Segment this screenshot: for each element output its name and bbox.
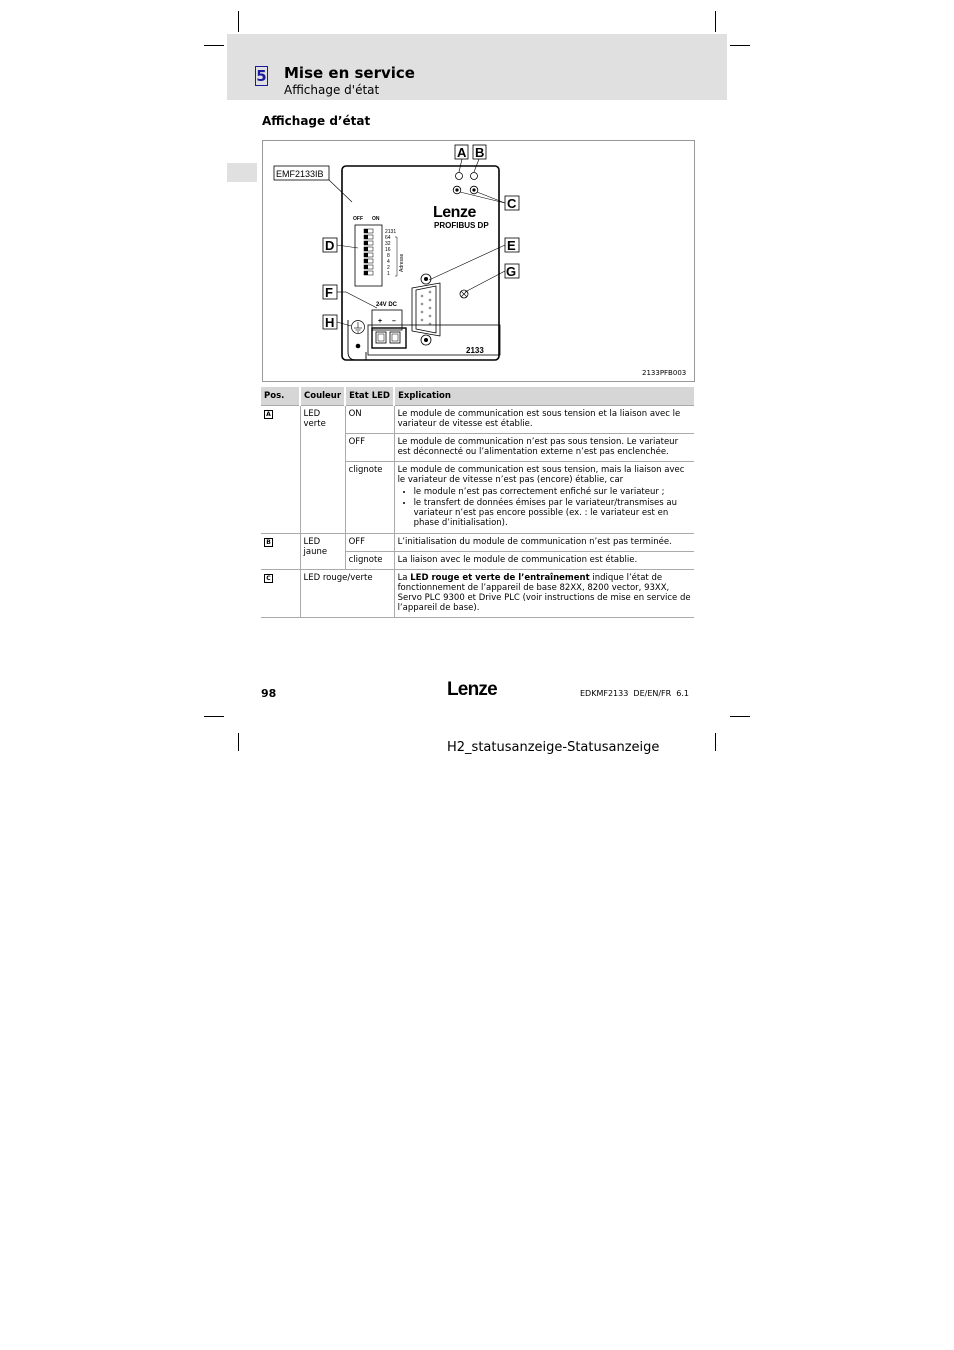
- page-number: 98: [261, 687, 277, 700]
- color-cell: LED rouge/verte: [300, 570, 394, 618]
- position-marker-c: C: [264, 574, 273, 583]
- crop-mark: [238, 733, 239, 751]
- state-cell: clignote: [345, 462, 394, 534]
- device-brand-logo: Lenze: [433, 204, 476, 221]
- crop-mark: [204, 45, 224, 46]
- explanation-cell: La LED rouge et verte de l’entraînement indique l’état de fonctionnement de l’appareil de base 82XX, 8200 vector, 93XX, Servo PLC 9300 et Drive PLC (voir instructions de mise en service de l’appareil de base).: [394, 570, 694, 618]
- dip-caption: Adresse: [399, 253, 405, 272]
- callout-c: C: [507, 196, 517, 211]
- state-cell: OFF: [345, 534, 394, 552]
- power-plus: +: [378, 318, 383, 325]
- device-diagram: [262, 140, 694, 382]
- list-item: • le module n’est pas correctement enfiché sur le variateur ;: [414, 487, 691, 497]
- crop-mark: [730, 716, 750, 717]
- explanation-cell: La liaison avec le module de communication est établie.: [394, 552, 694, 570]
- position-marker-a: A: [264, 410, 273, 419]
- callout-b: B: [475, 145, 485, 160]
- callout-h: H: [325, 315, 335, 330]
- explanation-cell: L’initialisation du module de communication n’est pas terminée.: [394, 534, 694, 552]
- crop-mark: [715, 11, 716, 32]
- figure-code: 2133PFB003: [642, 369, 687, 377]
- crop-mark: [730, 45, 750, 46]
- explanation-cell: Le module de communication n’est pas sous tension. Le variateur est déconnecté ou l’alimentation externe n’est pas enclenchée.: [394, 434, 694, 462]
- col-header-explication: Explication: [394, 387, 694, 406]
- position-marker-b: B: [264, 538, 273, 547]
- dip-value: 2: [387, 265, 390, 271]
- explanation-cell: Le module de communication est sous tension, mais la liaison avec le variateur de vitesse n’est pas (encore) établie, car • le module n’est pas correctement enfiché sur le variateur ; • le transfert de données émises par le variateur/transmises au variateur n’est pas encore possible (ex. : le variateur est en phase d’initialisation).: [394, 462, 694, 534]
- ground-icon: [352, 321, 365, 334]
- chapter-side-tab: [227, 163, 257, 182]
- table-row: [261, 570, 694, 618]
- callout-f: F: [325, 285, 333, 300]
- crop-mark: [204, 716, 224, 717]
- chapter-title: Mise en service: [284, 64, 415, 82]
- callout-e: E: [507, 238, 516, 253]
- section-title: Affichage d’état: [262, 114, 371, 128]
- dip-value: 16: [385, 247, 391, 253]
- callout-a: A: [457, 145, 467, 160]
- callout-g: G: [506, 264, 517, 279]
- led-b: [471, 173, 478, 180]
- callout-d: D: [325, 238, 335, 253]
- dip-value: 32: [385, 241, 391, 247]
- device-product-label: PROFIBUS DP: [434, 221, 489, 230]
- power-terminal: [372, 310, 402, 330]
- table-row: [261, 406, 694, 434]
- sub-d-connector: [416, 286, 436, 333]
- dip-value: 4: [387, 259, 390, 265]
- led-a: [456, 173, 463, 180]
- table-row: [261, 534, 694, 552]
- ground-screw: [356, 344, 361, 349]
- crop-mark: [238, 11, 239, 32]
- state-cell: clignote: [345, 552, 394, 570]
- chapter-number: 5: [256, 67, 267, 85]
- lenze-logo: [447, 676, 507, 700]
- state-cell: ON: [345, 406, 394, 434]
- dip-off-label: OFF: [353, 216, 363, 222]
- col-header-etat: Etat LED: [345, 387, 394, 406]
- led-status-table: [261, 387, 694, 618]
- color-cell: LED verte: [300, 406, 345, 534]
- footer-brand: Lenze: [447, 679, 497, 700]
- table-header-row: [261, 387, 694, 406]
- power-label: 24V DC: [376, 302, 398, 308]
- col-header-couleur: Couleur: [300, 387, 345, 406]
- page-caption: H2_statusanzeige-Statusanzeige: [447, 740, 660, 755]
- power-minus: –: [392, 318, 396, 325]
- dip-value: 1: [387, 271, 390, 277]
- document-code: EDKMF2133 DE/EN/FR 6.1: [580, 689, 690, 698]
- dip-value: 2131: [385, 229, 397, 235]
- chapter-subtitle: Affichage d'état: [284, 83, 380, 97]
- crop-mark: [715, 733, 716, 751]
- unit-number: 2133: [466, 346, 484, 355]
- dip-value: 8: [387, 253, 390, 259]
- explanation-cell: Le module de communication est sous tension et la liaison avec le variateur de vitesse est établie.: [394, 406, 694, 434]
- dip-switch-block: [364, 229, 373, 275]
- reason-list: [398, 487, 691, 528]
- dip-value: 64: [385, 235, 391, 241]
- dip-on-label: ON: [372, 216, 380, 222]
- list-item: • le transfert de données émises par le variateur/transmises au variateur n’est pas encore possible (ex. : le variateur est en phase d’initialisation).: [414, 498, 691, 528]
- color-cell: LED jaune: [300, 534, 345, 570]
- device-model-label: EMF2133IB: [276, 169, 324, 179]
- state-cell: OFF: [345, 434, 394, 462]
- col-header-pos: Pos.: [261, 387, 300, 406]
